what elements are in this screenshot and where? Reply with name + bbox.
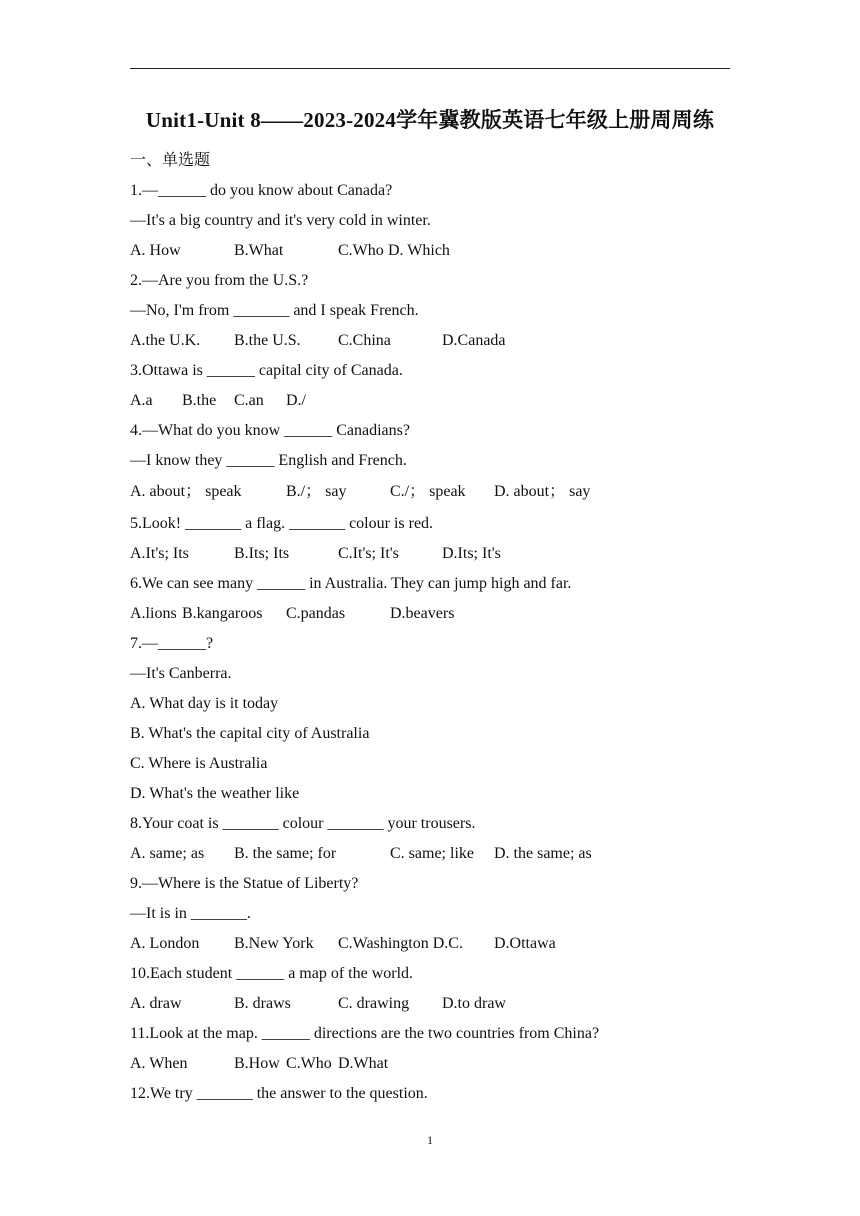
option-b: B. draws — [234, 995, 291, 1012]
question-7-option-b: B. What's the capital city of Australia — [130, 725, 370, 742]
option-a: A.It's; Its — [130, 545, 189, 562]
option-a: A. How — [130, 242, 181, 259]
option-a: A. same; as — [130, 845, 205, 862]
question-4-stem: 4.—What do you know ______ Canadians? — [130, 422, 410, 439]
question-3-stem: 3.Ottawa is ______ capital city of Canada. — [130, 362, 403, 379]
question-4-reply: —I know they ______ English and French. — [130, 452, 407, 469]
question-9-stem: 9.—Where is the Statue of Liberty? — [130, 875, 359, 892]
question-3-options — [130, 391, 730, 491]
option-c: C.China — [338, 332, 391, 349]
option-c: C./； speak — [390, 483, 466, 500]
option-c: C.Who — [338, 242, 384, 259]
option-b: B.the U.S. — [234, 332, 301, 349]
question-12-stem: 12.We try _______ the answer to the question. — [130, 1085, 428, 1102]
question-1-options — [130, 241, 730, 341]
option-b: B.kangaroos — [182, 605, 263, 622]
option-a: A.lions — [130, 605, 177, 622]
option-a: A. draw — [130, 995, 182, 1012]
option-d: D.Ottawa — [494, 935, 556, 952]
option-b: B.Its; Its — [234, 545, 290, 562]
question-7-option-c: C. Where is Australia — [130, 755, 268, 772]
option-a: A. about； speak — [130, 483, 242, 500]
option-d: D. about； say — [494, 483, 591, 500]
section-title: 一、单选题 — [130, 152, 211, 169]
question-8-options — [130, 844, 730, 944]
question-10-stem: 10.Each student ______ a map of the world. — [130, 965, 414, 982]
option-d: D.What — [338, 1055, 389, 1072]
question-8-stem: 8.Your coat is _______ colour _______ your trousers. — [130, 815, 476, 832]
option-b: B.How — [234, 1055, 280, 1072]
option-a: A. London — [130, 935, 200, 952]
option-d: D. Which — [388, 242, 450, 259]
question-9-reply: —It is in _______. — [130, 905, 251, 922]
question-6-options — [130, 604, 730, 704]
option-d: D.Its; It's — [442, 545, 501, 562]
header-rule — [130, 68, 730, 69]
question-7-stem: 7.—______? — [130, 635, 214, 652]
option-d: D./ — [286, 392, 306, 409]
question-1-stem: 1.—______ do you know about Canada? — [130, 182, 393, 199]
option-c: C.Who — [286, 1055, 332, 1072]
option-b: B.What — [234, 242, 284, 259]
option-c: C. drawing — [338, 995, 410, 1012]
option-a: A.the U.K. — [130, 332, 201, 349]
option-c: C.It's; It's — [338, 545, 399, 562]
question-7-option-d: D. What's the weather like — [130, 785, 300, 802]
option-a: A. When — [130, 1055, 188, 1072]
question-2-stem: 2.—Are you from the U.S.? — [130, 272, 309, 289]
question-2-reply: —No, I'm from _______ and I speak French. — [130, 302, 419, 319]
option-b: B.the — [182, 392, 217, 409]
option-d: D.Canada — [442, 332, 506, 349]
option-d: D.beavers — [390, 605, 455, 622]
page-number: 1 — [427, 1133, 433, 1147]
option-d: D. the same; as — [494, 845, 592, 862]
question-1-reply: —It's a big country and it's very cold in winter. — [130, 212, 431, 229]
option-c: C.pandas — [286, 605, 346, 622]
option-c: C.Washington D.C. — [338, 935, 463, 952]
question-7-option-a: A. What day is it today — [130, 695, 279, 712]
option-c: C.an — [234, 392, 264, 409]
option-c: C. same; like — [390, 845, 474, 862]
question-6-stem: 6.We can see many ______ in Australia. They can jump high and far. — [130, 575, 572, 592]
option-b: B. the same; for — [234, 845, 337, 862]
page-title: Unit1-Unit 8——2023-2024学年冀教版英语七年级上册周周练 — [145, 108, 715, 132]
option-a: A.a — [130, 392, 153, 409]
option-d: D.to draw — [442, 995, 506, 1012]
question-5-stem: 5.Look! _______ a flag. _______ colour is red. — [130, 515, 434, 532]
option-b: B.New York — [234, 935, 314, 952]
question-7-reply: —It's Canberra. — [130, 665, 232, 682]
option-b: B./； say — [286, 483, 347, 500]
question-11-stem: 11.Look at the map. ______ directions are the two countries from China? — [130, 1025, 600, 1042]
